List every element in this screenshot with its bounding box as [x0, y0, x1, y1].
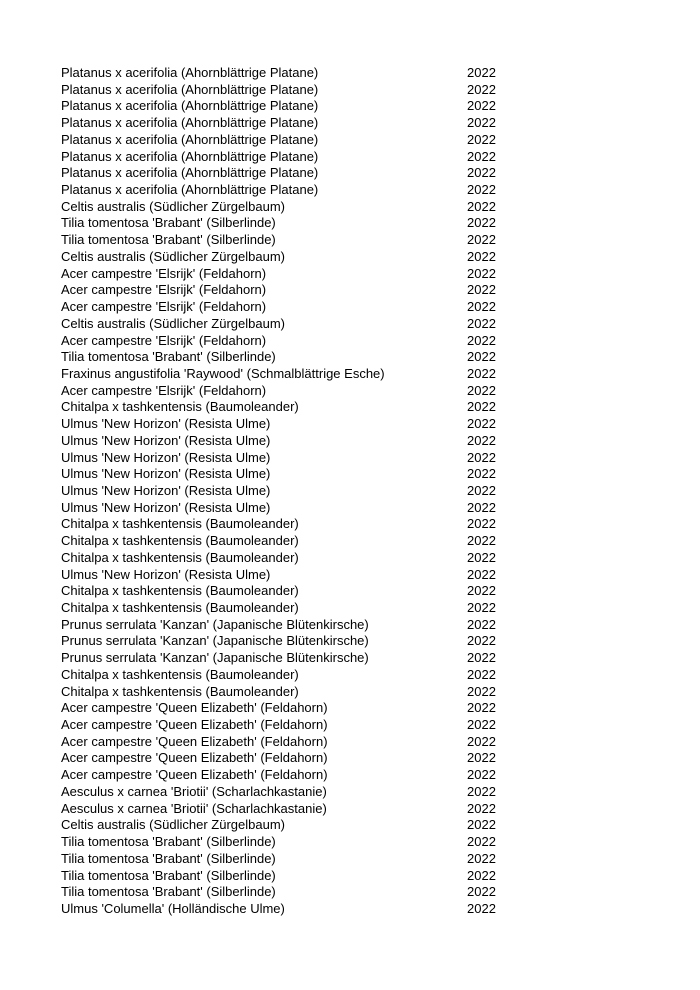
list-item [61, 884, 501, 901]
tree-species-name: Tilia tomentosa 'Brabant' (Silberlinde) [61, 232, 276, 248]
list-item [61, 266, 501, 283]
list-item [61, 567, 501, 584]
list-item [61, 149, 501, 166]
list-item [61, 801, 501, 818]
planting-year: 2022 [467, 666, 496, 682]
list-item [61, 82, 501, 99]
list-item [61, 750, 501, 767]
tree-species-name: Platanus x acerifolia (Ahornblättrige Platane) [61, 131, 319, 147]
planting-year: 2022 [467, 516, 496, 532]
planting-year: 2022 [467, 131, 496, 147]
list-item [61, 633, 501, 650]
planting-year: 2022 [467, 416, 496, 432]
tree-species-name: Ulmus 'New Horizon' (Resista Ulme) [61, 416, 271, 432]
list-item [61, 450, 501, 467]
list-item [61, 115, 501, 132]
tree-species-name: Platanus x acerifolia (Ahornblättrige Platane) [61, 98, 319, 114]
list-item [61, 65, 501, 82]
list-item [61, 516, 501, 533]
planting-year: 2022 [467, 299, 496, 315]
list-item [61, 98, 501, 115]
list-item [61, 416, 501, 433]
tree-species-name: Chitalpa x tashkentensis (Baumoleander) [61, 533, 299, 549]
tree-species-name: Chitalpa x tashkentensis (Baumoleander) [61, 583, 299, 599]
tree-species-name: Celtis australis (Südlicher Zürgelbaum) [61, 817, 285, 833]
planting-year: 2022 [467, 115, 496, 131]
tree-species-name: Ulmus 'New Horizon' (Resista Ulme) [61, 466, 271, 482]
planting-year: 2022 [467, 165, 496, 181]
planting-year: 2022 [467, 767, 496, 783]
list-item [61, 834, 501, 851]
list-item [61, 734, 501, 751]
planting-year: 2022 [467, 817, 496, 833]
list-item [61, 383, 501, 400]
planting-year: 2022 [467, 81, 496, 97]
list-item [61, 851, 501, 868]
list-item [61, 366, 501, 383]
planting-year: 2022 [467, 282, 496, 298]
tree-species-name: Ulmus 'Columella' (Holländische Ulme) [61, 900, 285, 916]
tree-species-name: Tilia tomentosa 'Brabant' (Silberlinde) [61, 215, 276, 231]
tree-species-name: Platanus x acerifolia (Ahornblättrige Platane) [61, 148, 319, 164]
tree-species-name: Chitalpa x tashkentensis (Baumoleander) [61, 399, 299, 415]
planting-year: 2022 [467, 215, 496, 231]
planting-year: 2022 [467, 382, 496, 398]
tree-species-name: Ulmus 'New Horizon' (Resista Ulme) [61, 449, 271, 465]
list-item [61, 132, 501, 149]
planting-year: 2022 [467, 800, 496, 816]
planting-year: 2022 [467, 482, 496, 498]
tree-species-name: Acer campestre 'Queen Elizabeth' (Feldahorn) [61, 717, 328, 733]
planting-year: 2022 [467, 265, 496, 281]
tree-species-name: Acer campestre 'Elsrijk' (Feldahorn) [61, 265, 267, 281]
planting-year: 2022 [467, 315, 496, 331]
planting-year: 2022 [467, 733, 496, 749]
planting-year: 2022 [467, 700, 496, 716]
tree-species-name: Acer campestre 'Queen Elizabeth' (Feldahorn) [61, 750, 328, 766]
tree-species-name: Chitalpa x tashkentensis (Baumoleander) [61, 666, 299, 682]
list-item [61, 349, 501, 366]
tree-species-name: Fraxinus angustifolia 'Raywood' (Schmalblättrige Esche) [61, 365, 385, 381]
list-item [61, 700, 501, 717]
tree-species-name: Ulmus 'New Horizon' (Resista Ulme) [61, 499, 271, 515]
planting-year: 2022 [467, 98, 496, 114]
tree-species-name: Celtis australis (Südlicher Zürgelbaum) [61, 198, 285, 214]
planting-year: 2022 [467, 616, 496, 632]
tree-species-name: Ulmus 'New Horizon' (Resista Ulme) [61, 432, 271, 448]
planting-year: 2022 [467, 850, 496, 866]
tree-species-name: Prunus serrulata 'Kanzan' (Japanische Blütenkirsche) [61, 633, 369, 649]
list-item [61, 901, 501, 918]
tree-species-name: Acer campestre 'Elsrijk' (Feldahorn) [61, 299, 267, 315]
list-item [61, 333, 501, 350]
list-item [61, 533, 501, 550]
tree-species-name: Celtis australis (Südlicher Zürgelbaum) [61, 315, 285, 331]
tree-species-name: Platanus x acerifolia (Ahornblättrige Platane) [61, 115, 319, 131]
planting-year: 2022 [467, 650, 496, 666]
list-item [61, 784, 501, 801]
list-item [61, 399, 501, 416]
planting-year: 2022 [467, 583, 496, 599]
list-item [61, 583, 501, 600]
list-item [61, 817, 501, 834]
tree-species-name: Tilia tomentosa 'Brabant' (Silberlinde) [61, 834, 276, 850]
tree-species-name: Chitalpa x tashkentensis (Baumoleander) [61, 549, 299, 565]
list-item [61, 684, 501, 701]
planting-year: 2022 [467, 633, 496, 649]
tree-species-name: Tilia tomentosa 'Brabant' (Silberlinde) [61, 349, 276, 365]
list-item [61, 483, 501, 500]
tree-species-name: Chitalpa x tashkentensis (Baumoleander) [61, 600, 299, 615]
planting-year: 2022 [467, 566, 496, 582]
tree-species-name: Ulmus 'New Horizon' (Resista Ulme) [61, 482, 271, 498]
planting-year: 2022 [467, 198, 496, 214]
planting-year: 2022 [467, 717, 496, 733]
list-item [61, 282, 501, 299]
planting-year: 2022 [467, 499, 496, 515]
tree-species-name: Celtis australis (Südlicher Zürgelbaum) [61, 248, 285, 264]
tree-species-name: Platanus x acerifolia (Ahornblättrige Platane) [61, 182, 319, 198]
tree-species-name: Tilia tomentosa 'Brabant' (Silberlinde) [61, 850, 276, 866]
list-item [61, 165, 501, 182]
planting-year: 2022 [467, 182, 496, 198]
planting-year: 2022 [467, 449, 496, 465]
list-item [61, 182, 501, 199]
list-item [61, 717, 501, 734]
tree-species-name: Tilia tomentosa 'Brabant' (Silberlinde) [61, 884, 276, 900]
list-item [61, 316, 501, 333]
planting-year: 2022 [467, 600, 496, 615]
planting-year: 2022 [467, 750, 496, 766]
planting-year: 2022 [467, 783, 496, 799]
tree-species-name: Platanus x acerifolia (Ahornblättrige Platane) [61, 165, 319, 181]
list-item [61, 433, 501, 450]
tree-species-name: Acer campestre 'Queen Elizabeth' (Feldahorn) [61, 733, 328, 749]
list-item [61, 767, 501, 784]
list-item [61, 868, 501, 885]
list-item [61, 500, 501, 517]
tree-species-name: Chitalpa x tashkentensis (Baumoleander) [61, 683, 299, 699]
list-item [61, 550, 501, 567]
tree-species-name: Platanus x acerifolia (Ahornblättrige Platane) [61, 65, 319, 80]
planting-year: 2022 [467, 549, 496, 565]
tree-planting-list [61, 65, 501, 918]
list-item [61, 667, 501, 684]
list-item [61, 466, 501, 483]
tree-species-name: Acer campestre 'Queen Elizabeth' (Feldahorn) [61, 700, 328, 716]
tree-species-name: Acer campestre 'Queen Elizabeth' (Feldahorn) [61, 767, 328, 783]
list-item [61, 232, 501, 249]
planting-year: 2022 [467, 349, 496, 365]
tree-species-name: Platanus x acerifolia (Ahornblättrige Platane) [61, 81, 319, 97]
planting-year: 2022 [467, 332, 496, 348]
planting-year: 2022 [467, 148, 496, 164]
planting-year: 2022 [467, 900, 496, 916]
list-item [61, 600, 501, 617]
planting-year: 2022 [467, 399, 496, 415]
tree-species-name: Acer campestre 'Elsrijk' (Feldahorn) [61, 282, 267, 298]
tree-species-name: Acer campestre 'Elsrijk' (Feldahorn) [61, 332, 267, 348]
planting-year: 2022 [467, 867, 496, 883]
tree-species-name: Prunus serrulata 'Kanzan' (Japanische Blütenkirsche) [61, 650, 369, 666]
planting-year: 2022 [467, 884, 496, 900]
planting-year: 2022 [467, 834, 496, 850]
planting-year: 2022 [467, 248, 496, 264]
list-item [61, 617, 501, 634]
planting-year: 2022 [467, 432, 496, 448]
tree-species-name: Aesculus x carnea 'Briotii' (Scharlachkastanie) [61, 800, 327, 816]
planting-year: 2022 [467, 232, 496, 248]
tree-species-name: Chitalpa x tashkentensis (Baumoleander) [61, 516, 299, 532]
list-item [61, 299, 501, 316]
list-item [61, 215, 501, 232]
planting-year: 2022 [467, 466, 496, 482]
list-item [61, 650, 501, 667]
tree-species-name: Aesculus x carnea 'Briotii' (Scharlachkastanie) [61, 783, 327, 799]
list-item [61, 199, 501, 216]
tree-species-name: Acer campestre 'Elsrijk' (Feldahorn) [61, 382, 267, 398]
planting-year: 2022 [467, 533, 496, 549]
planting-year: 2022 [467, 683, 496, 699]
tree-species-name: Prunus serrulata 'Kanzan' (Japanische Blütenkirsche) [61, 616, 369, 632]
tree-species-name: Ulmus 'New Horizon' (Resista Ulme) [61, 566, 271, 582]
planting-year: 2022 [467, 365, 496, 381]
planting-year: 2022 [467, 65, 496, 80]
list-item [61, 249, 501, 266]
tree-species-name: Tilia tomentosa 'Brabant' (Silberlinde) [61, 867, 276, 883]
